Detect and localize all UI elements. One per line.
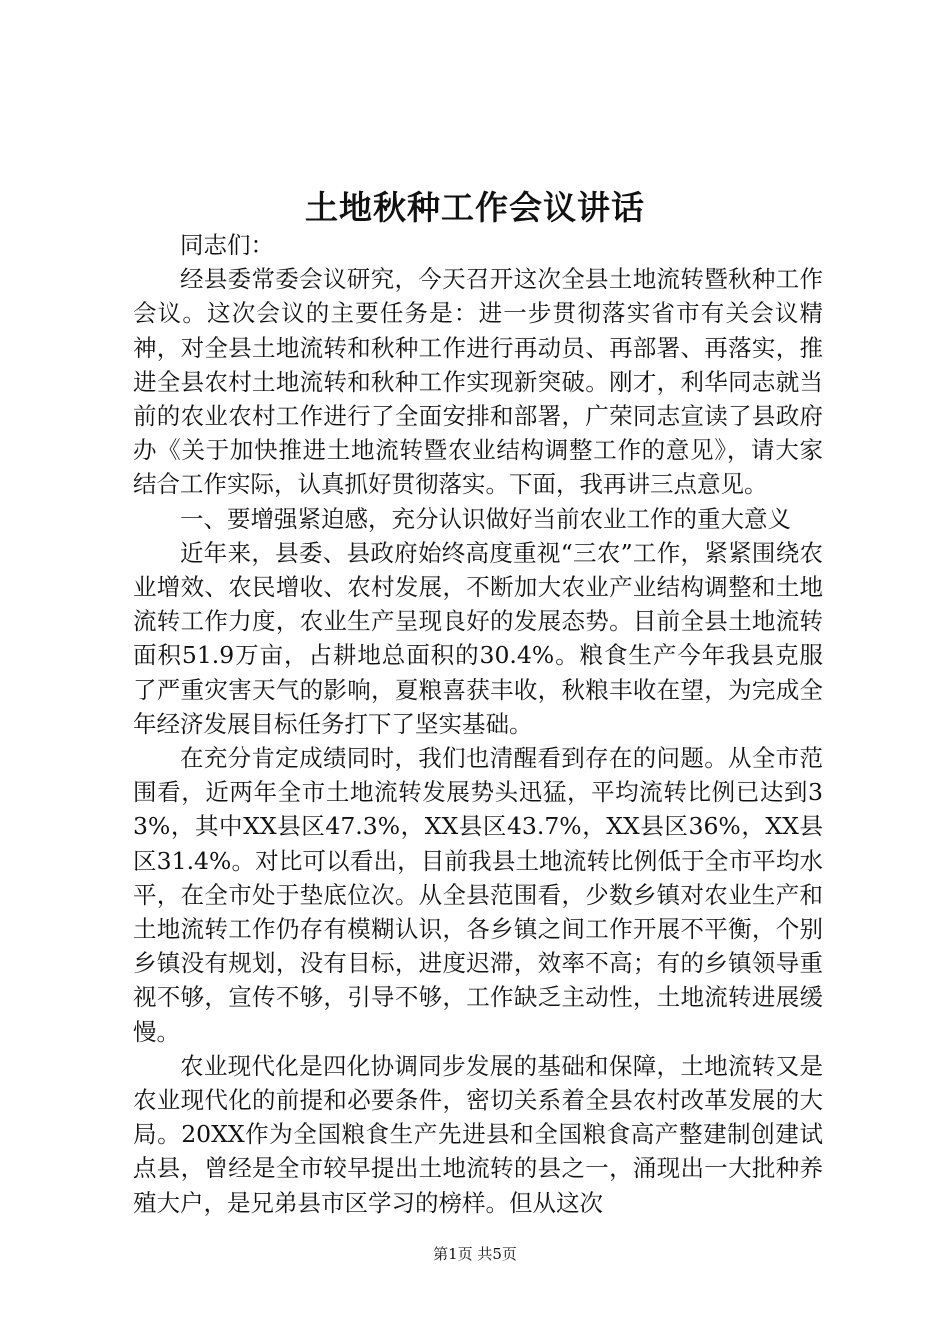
document-title: 土地秋种工作会议讲话 xyxy=(305,188,645,227)
paragraph-achievements: 近年来，县委、县政府始终高度重视“三农”工作，紧紧围绕农业增效、农民增收、农村发展，不断加大农业产业结构调整和土地流转工作力度，农业生产呈现良好的发展态势。目前全县土地流转面积51.9万亩，占耕地总面积的30.4%。粮食生产今年我县克服了严重灾害天气的影响，夏粮喜获丰收，秋粮丰收在望，为完成全年经济发展目标任务打下了坚实基础。 xyxy=(133,538,823,738)
page-number: 第1页 共5页 xyxy=(433,1245,517,1263)
section-heading-1: 一、要增强紧迫感，充分认识做好当前农业工作的重大意义 xyxy=(180,504,791,533)
paragraph-intro: 经县委常委会议研究，今天召开这次全县土地流转暨秋种工作会议。这次会议的主要任务是：进一步贯彻落实省市有关会议精神，对全县土地流转和秋种工作进行再动员、再部署、再落实，推进全县农村土地流转和秋种工作实现新突破。刚才，利华同志就当前的农业农村工作进行了全面安排和部署，广荣同志宣读了县政府办《关于加快推进土地流转暨农业结构调整工作的意见》，请大家结合工作实际，认真抓好贯彻落实。下面，我再讲三点意见。 xyxy=(133,265,823,499)
salutation: 同志们： xyxy=(180,231,274,259)
paragraph-modernization: 农业现代化是四化协调同步发展的基础和保障，土地流转又是农业现代化的前提和必要条件，密切关系着全县农村改革发展的大局。20XX作为全国粮食生产先进县和全国粮食高产整建制创建试点县，曾经是全市较早提出土地流转的县之一，涌现出一大批种养殖大户，是兄弟县市区学习的榜样。但从这次 xyxy=(133,1051,823,1217)
document-body xyxy=(133,228,823,1220)
paragraph-problems: 在充分肯定成绩同时，我们也清醒看到存在的问题。从全市范围看，近两年全市土地流转发展势头迅猛，平均流转比例已达到33%，其中XX县区47.3%，XX县区43.7%，XX县区36%，XX县区31.4%。对比可以看出，目前我县土地流转比例低于全市平均水平，在全市处于垫底位次。从全县范围看，少数乡镇对农业生产和土地流转工作仍存有模糊认识，各乡镇之间工作开展不平衡，个别乡镇没有规划，没有目标，进度迟滞，效率不高；有的乡镇领导重视不够，宣传不够，引导不够，工作缺乏主动性，土地流转进展缓慢。 xyxy=(133,744,823,1046)
